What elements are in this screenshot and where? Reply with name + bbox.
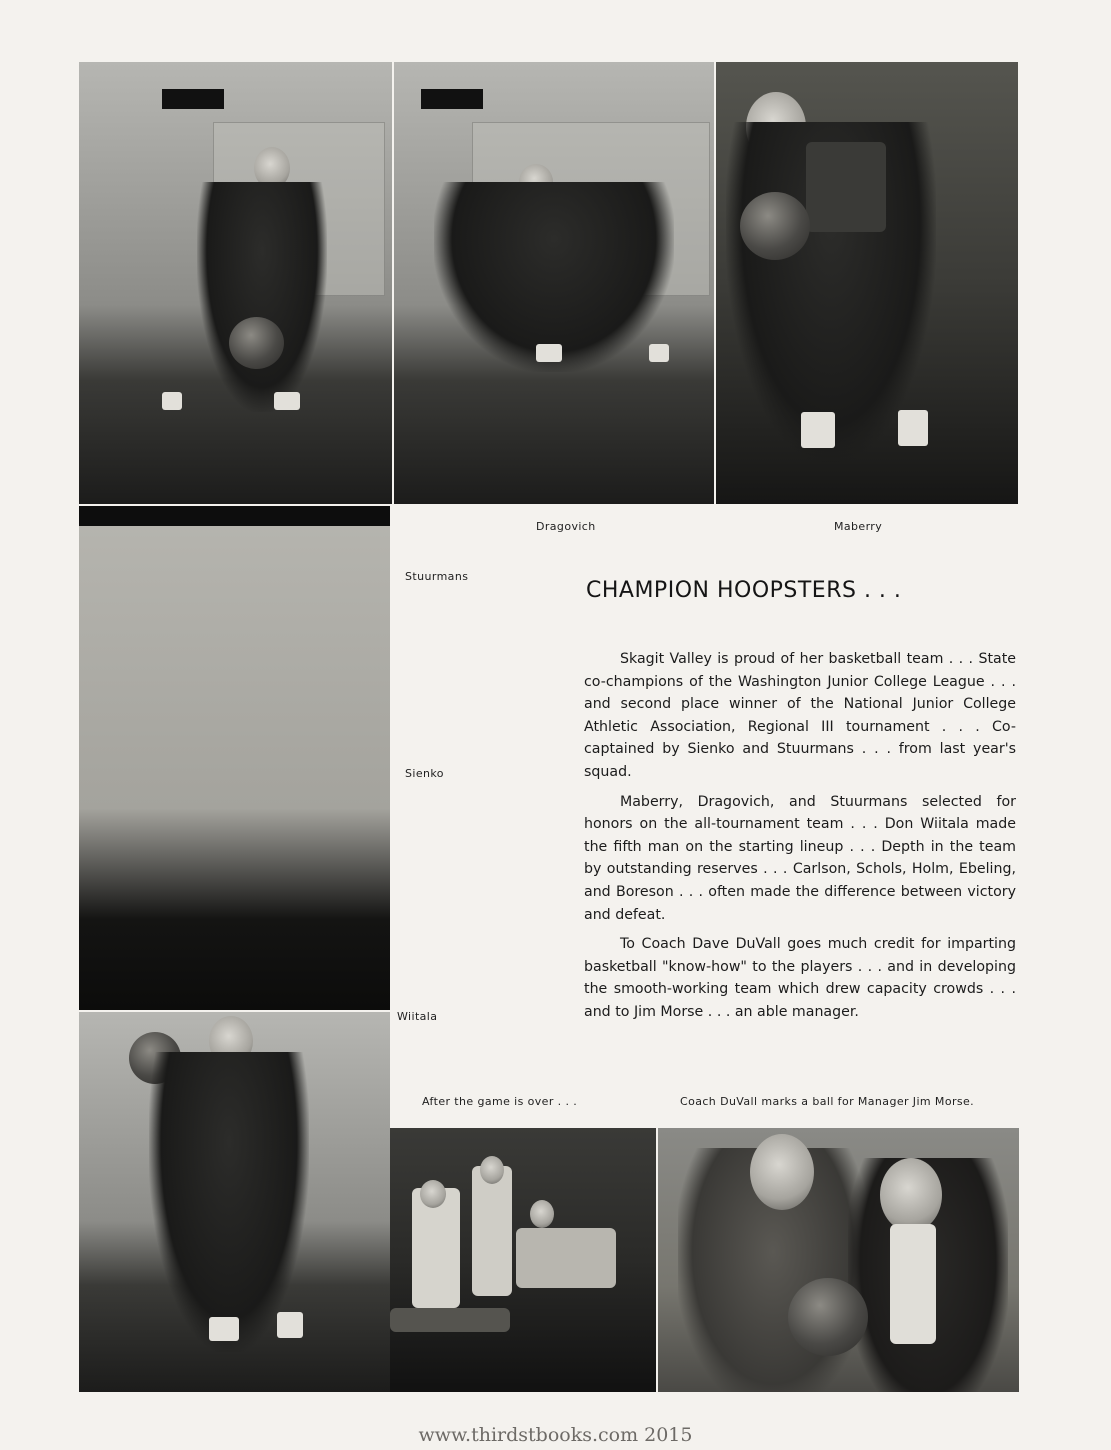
paragraph-2: Maberry, Dragovich, and Stuurmans selected for honors on the all-tournament team . . . Don Wiitala made the fifth man on the starting lineup . . . Depth in the team by outstanding reserves . . . Carlson, Schols, Holm, Ebeling, and Boreson . . . often made the difference between victory and defeat. xyxy=(584,793,1016,923)
player-head xyxy=(480,1156,504,1184)
photo-sienko xyxy=(79,506,390,1010)
footer-watermark: www.thirdstbooks.com 2015 xyxy=(418,1424,693,1446)
page-headline: CHAMPION HOOPSTERS . . . xyxy=(586,578,902,603)
caption-after-game: After the game is over . . . xyxy=(422,1095,578,1108)
shoe-left xyxy=(536,344,562,362)
player-jersey xyxy=(806,142,886,232)
redaction-bar xyxy=(421,89,483,109)
shoe-right xyxy=(898,410,928,446)
locker-bench xyxy=(390,1308,510,1332)
redaction-bar xyxy=(162,89,224,109)
coach-head xyxy=(750,1134,814,1210)
shoe-right xyxy=(274,392,300,410)
player-body xyxy=(516,1228,616,1288)
paragraph-3: To Coach Dave DuVall goes much credit for imparting basketball "know-how" to the players . . . and in developing the smooth-working team which drew capacity crowds . . . and to Jim Morse . . . an able manager. xyxy=(584,936,1016,1020)
basketball xyxy=(788,1278,868,1356)
caption-wiitala: Wiitala xyxy=(397,1010,438,1023)
caption-stuurmans: Stuurmans xyxy=(405,570,469,583)
body-text xyxy=(584,648,1016,1024)
basketball xyxy=(229,317,284,369)
shoe-right xyxy=(247,891,269,921)
caption-sienko: Sienko xyxy=(405,767,444,780)
player-head xyxy=(530,1200,554,1228)
photo-stuurmans xyxy=(79,62,392,504)
player-body xyxy=(197,182,327,412)
shoe-left xyxy=(123,886,149,916)
player-body xyxy=(472,1166,512,1296)
shoe-left xyxy=(162,392,182,410)
basketball xyxy=(740,192,810,260)
photo-maberry xyxy=(716,62,1018,504)
shoe-right xyxy=(277,1312,303,1338)
player-body xyxy=(149,1052,309,1352)
photo-coach-duvall xyxy=(658,1128,1019,1392)
caption-dragovich: Dragovich xyxy=(536,520,596,533)
photo-wiitala xyxy=(79,1012,390,1392)
manager-head xyxy=(880,1158,942,1232)
paragraph-1: Skagit Valley is proud of her basketball team . . . State co-champions of the Washington Junior College League . . . and second place winner of the National Junior College Athletic Association, Regional III tournament . . . Co-captained by Sienko and Stuurmans . . . from last year's squad. xyxy=(584,651,1016,780)
caption-maberry: Maberry xyxy=(834,520,883,533)
player-head xyxy=(420,1180,446,1208)
caption-coach: Coach DuVall marks a ball for Manager Jim Morse. xyxy=(680,1095,975,1108)
shoe-left xyxy=(801,412,835,448)
photo-dragovich xyxy=(394,62,714,504)
towel xyxy=(890,1224,936,1344)
photo-after-game xyxy=(390,1128,656,1392)
shoe-left xyxy=(209,1317,239,1341)
shoe-right xyxy=(649,344,669,362)
